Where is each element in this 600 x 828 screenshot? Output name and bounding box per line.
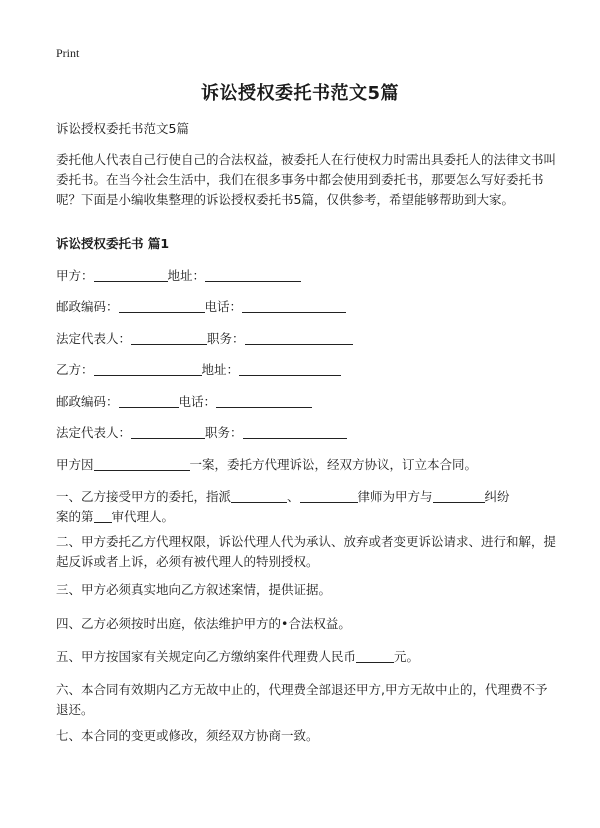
form-row-party-b (56, 358, 556, 381)
phone-b-blank (216, 393, 312, 408)
legal-rep-label: 法定代表人： (56, 331, 132, 346)
legal-rep-b-blank (131, 424, 205, 439)
clause-intro (56, 453, 556, 476)
lawyer-1-blank (231, 488, 287, 503)
clause-1-text-b: 、 (287, 489, 300, 504)
page-title: 诉讼授权委托书范文5篇 (200, 83, 400, 104)
form-row-legal-rep-b (56, 421, 556, 444)
clause-1-text-d: 纠纷 (484, 489, 510, 504)
party-a-label: 甲方： (56, 268, 94, 283)
address-b-blank (239, 361, 341, 376)
instance-blank (94, 508, 112, 523)
address-label: 地址： (201, 362, 240, 377)
case-name-blank (94, 456, 190, 471)
phone-a-blank (242, 298, 346, 313)
clause-3: 三、甲方必须真实地向乙方叙述案情，提供证据。 (56, 582, 332, 597)
clause-6: 六、本合同有效期内乙方无故中止的，代理费全部退还甲方,甲方无故中止的，代理费不予退还。 (56, 682, 548, 717)
fee-blank (356, 648, 394, 663)
clause-4: 四、乙方必须按时出庭，依法维护甲方的•合法权益。 (56, 616, 351, 631)
address-label: 地址： (167, 268, 206, 283)
clause-1-text-e: 案的第 (56, 509, 94, 524)
phone-label: 电话： (204, 299, 243, 314)
opponent-blank (433, 488, 485, 503)
position-label: 职务： (207, 331, 245, 346)
lawyer-2-blank (300, 488, 358, 503)
phone-label: 电话： (178, 394, 217, 409)
clause-1-text-c: 律师为甲方与 (357, 489, 433, 504)
print-link[interactable]: Print (56, 46, 80, 60)
party-a-blank (94, 267, 168, 282)
clause-intro-text-b: 一案，委托方代理诉讼，经双方协议，订立本合同。 (189, 457, 478, 472)
section-heading: 诉讼授权委托书 篇1 (56, 236, 170, 251)
position-a-blank (245, 330, 353, 345)
form-row-postcode-a (56, 295, 556, 318)
clause-1-text-f: 审代理人。 (111, 509, 175, 524)
clause-5 (56, 645, 556, 668)
postcode-label: 邮政编码： (56, 299, 119, 314)
party-b-label: 乙方： (56, 362, 94, 377)
legal-rep-label: 法定代表人： (56, 425, 132, 440)
clause-2: 二、甲方委托乙方代理权限，诉讼代理人代为承认、放弃或者变更诉讼请求、进行和解，提起反诉或者上诉，必须有被代理人的特别授权。 (56, 534, 557, 569)
postcode-b-blank (119, 393, 179, 408)
form-row-postcode-b (56, 390, 556, 413)
subtitle: 诉讼授权委托书范文5篇 (56, 121, 189, 136)
clause-1-text-a: 一、乙方接受甲方的委托，指派 (56, 489, 232, 504)
clause-7: 七、本合同的变更或修改，须经双方协商一致。 (56, 728, 319, 743)
intro-paragraph: 委托他人代表自己行使自己的合法权益，被委托人在行使权力时需出具委托人的法律文书叫委托书。在当今社会生活中，我们在很多事务中都会使用到委托书，那要怎么写好委托书呢？下面是小编收集整理的诉讼授权委托书5篇，仅供参考，希望能够帮助到大家。 (56, 152, 557, 207)
clause-intro-text-a: 甲方因 (56, 457, 94, 472)
position-b-blank (243, 424, 347, 439)
postcode-a-blank (119, 298, 205, 313)
form-row-legal-rep-a (56, 327, 556, 350)
clause-1-line-2 (56, 505, 556, 528)
party-b-blank (94, 361, 202, 376)
clause-5-text-b: 元。 (394, 649, 420, 664)
clause-5-text-a: 五、甲方按国家有关规定向乙方缴纳案件代理费人民币 (56, 649, 357, 664)
address-a-blank (205, 267, 301, 282)
form-row-party-a (56, 264, 556, 287)
postcode-label: 邮政编码： (56, 394, 119, 409)
position-label: 职务： (205, 425, 243, 440)
legal-rep-a-blank (131, 330, 207, 345)
